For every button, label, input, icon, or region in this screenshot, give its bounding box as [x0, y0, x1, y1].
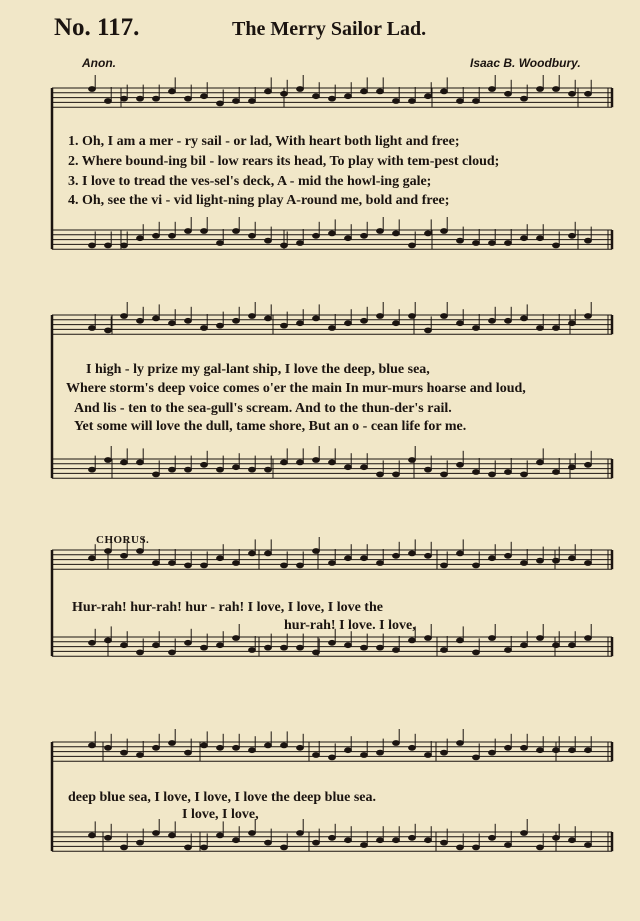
note-head [137, 318, 144, 323]
note-head [537, 636, 544, 641]
note-head [185, 229, 192, 234]
note-head [569, 838, 576, 843]
note-head [489, 556, 496, 561]
note-head [185, 96, 192, 101]
note-head [153, 831, 160, 836]
note-head [281, 460, 288, 465]
note-head [585, 91, 592, 96]
note-head [201, 743, 208, 748]
note-head [361, 233, 368, 238]
note-head [505, 553, 512, 558]
note-head [249, 233, 256, 238]
note-head [377, 314, 384, 319]
note-head [409, 458, 416, 463]
note-head [329, 231, 336, 236]
note-head [233, 229, 240, 234]
note-head [521, 831, 528, 836]
note-head [249, 314, 256, 319]
note-head [361, 843, 368, 848]
note-head [457, 551, 464, 556]
note-head [185, 467, 192, 472]
note-head [457, 99, 464, 104]
note-head [121, 96, 128, 101]
note-head [521, 561, 528, 566]
note-head [217, 556, 224, 561]
note-head [233, 561, 240, 566]
note-head [185, 563, 192, 568]
note-head [457, 638, 464, 643]
note-head [201, 645, 208, 650]
note-head [265, 89, 272, 94]
note-head [537, 748, 544, 753]
note-head [569, 556, 576, 561]
note-head [233, 99, 240, 104]
note-head [329, 326, 336, 331]
note-head [505, 91, 512, 96]
note-head [137, 753, 144, 758]
note-head [441, 648, 448, 653]
note-head [393, 553, 400, 558]
note-head [473, 755, 480, 760]
note-head [281, 243, 288, 248]
note-head [201, 845, 208, 850]
note-head [313, 753, 320, 758]
note-head [121, 643, 128, 648]
note-head [553, 470, 560, 475]
note-head [585, 843, 592, 848]
note-head [537, 326, 544, 331]
note-head [569, 643, 576, 648]
note-head [297, 831, 304, 836]
note-head [569, 465, 576, 470]
note-head [153, 316, 160, 321]
note-head [89, 743, 96, 748]
note-head [393, 231, 400, 236]
note-head [105, 638, 112, 643]
note-head [105, 243, 112, 248]
note-head [473, 650, 480, 655]
note-head [105, 835, 112, 840]
music-credit: Isaac B. Woodbury. [470, 56, 581, 70]
note-head [153, 96, 160, 101]
note-head [137, 236, 144, 241]
note-head [249, 648, 256, 653]
note-head [105, 745, 112, 750]
system-1-verse-1: 1. Oh, I am a mer - ry sail - or lad, With heart both light and free; [68, 134, 460, 149]
note-head [297, 321, 304, 326]
note-head [137, 650, 144, 655]
note-head [105, 99, 112, 104]
note-head [489, 636, 496, 641]
note-head [313, 458, 320, 463]
note-head [553, 558, 560, 563]
note-head [585, 561, 592, 566]
system-1-verse-3: 3. I love to tread the ves-sel's deck, A - mid the howl-ing gale; [68, 174, 432, 189]
note-head [585, 748, 592, 753]
note-head [537, 87, 544, 92]
chorus-label: CHORUS. [96, 534, 150, 546]
note-head [217, 323, 224, 328]
note-head [361, 318, 368, 323]
note-head [521, 316, 528, 321]
note-head [489, 835, 496, 840]
note-head [569, 91, 576, 96]
note-head [217, 833, 224, 838]
note-head [553, 87, 560, 92]
note-head [377, 89, 384, 94]
note-head [537, 460, 544, 465]
note-head [153, 745, 160, 750]
note-head [409, 314, 416, 319]
note-head [425, 636, 432, 641]
note-head [297, 241, 304, 246]
note-head [249, 551, 256, 556]
note-head [185, 750, 192, 755]
note-head [489, 472, 496, 477]
note-head [457, 741, 464, 746]
note-head [89, 87, 96, 92]
note-head [505, 470, 512, 475]
note-head [281, 645, 288, 650]
note-head [553, 643, 560, 648]
words-credit: Anon. [82, 56, 116, 70]
note-head [409, 638, 416, 643]
note-head [89, 326, 96, 331]
note-head [393, 472, 400, 477]
note-head [441, 563, 448, 568]
note-head [169, 233, 176, 238]
note-head [105, 328, 112, 333]
note-head [361, 645, 368, 650]
system-2-verse-4: Yet some will love the dull, tame shore, But an o - cean life for me. [74, 419, 467, 434]
note-head [553, 835, 560, 840]
note-head [537, 236, 544, 241]
note-head [345, 838, 352, 843]
note-head [281, 91, 288, 96]
note-head [377, 472, 384, 477]
note-head [201, 229, 208, 234]
note-head [329, 460, 336, 465]
note-head [265, 551, 272, 556]
note-head [89, 243, 96, 248]
note-head [281, 845, 288, 850]
note-head [121, 460, 128, 465]
note-head [233, 318, 240, 323]
note-head [585, 462, 592, 467]
note-head [313, 840, 320, 845]
note-head [505, 843, 512, 848]
note-head [169, 321, 176, 326]
note-head [473, 241, 480, 246]
note-head [457, 845, 464, 850]
note-head [121, 314, 128, 319]
note-head [409, 99, 416, 104]
note-head [249, 831, 256, 836]
note-head [425, 753, 432, 758]
note-head [201, 94, 208, 99]
note-head [505, 745, 512, 750]
note-head [441, 750, 448, 755]
note-head [169, 467, 176, 472]
note-head [89, 640, 96, 645]
system-2-verse-3: And lis - ten to the sea-gull's scream. And to the thun-der's rail. [74, 401, 452, 416]
note-head [553, 326, 560, 331]
note-head [313, 549, 320, 554]
note-head [345, 94, 352, 99]
system-2-verse-1: I high - ly prize my gal-lant ship, I love the deep, blue sea, [86, 362, 430, 377]
note-head [553, 243, 560, 248]
note-head [505, 318, 512, 323]
note-head [153, 561, 160, 566]
note-head [265, 467, 272, 472]
note-head [473, 845, 480, 850]
note-head [169, 833, 176, 838]
note-head [265, 743, 272, 748]
note-head [169, 650, 176, 655]
note-head [345, 556, 352, 561]
note-head [505, 648, 512, 653]
note-head [409, 243, 416, 248]
note-head [505, 241, 512, 246]
note-head [137, 96, 144, 101]
note-head [409, 745, 416, 750]
note-head [537, 558, 544, 563]
note-head [521, 745, 528, 750]
note-head [297, 87, 304, 92]
note-head [377, 838, 384, 843]
note-head [249, 99, 256, 104]
system-1-verse-4: 4. Oh, see the vi - vid light-ning play A-round me, bold and free; [68, 193, 450, 208]
note-head [121, 243, 128, 248]
note-head [281, 563, 288, 568]
note-head [473, 99, 480, 104]
note-head [217, 745, 224, 750]
note-head [521, 96, 528, 101]
note-head [265, 316, 272, 321]
note-head [377, 750, 384, 755]
system-3-lyric-2: hur-rah! I love. I love, [284, 618, 416, 633]
note-head [473, 326, 480, 331]
note-head [553, 748, 560, 753]
note-head [425, 328, 432, 333]
note-head [361, 465, 368, 470]
note-head [441, 472, 448, 477]
note-head [297, 460, 304, 465]
note-head [89, 833, 96, 838]
note-head [441, 840, 448, 845]
note-head [313, 94, 320, 99]
system-3-lyric-1: Hur-rah! hur-rah! hur - rah! I love, I love, I love the [72, 600, 383, 615]
note-head [217, 467, 224, 472]
note-head [105, 549, 112, 554]
note-head [281, 743, 288, 748]
note-head [537, 845, 544, 850]
note-head [265, 645, 272, 650]
note-head [249, 748, 256, 753]
note-head [153, 472, 160, 477]
system-2-verse-2: Where storm's deep voice comes o'er the main In mur-murs hoarse and loud, [66, 381, 526, 396]
note-head [489, 241, 496, 246]
note-head [361, 753, 368, 758]
note-head [313, 316, 320, 321]
note-head [393, 838, 400, 843]
note-head [393, 99, 400, 104]
note-head [473, 470, 480, 475]
note-head [441, 229, 448, 234]
note-head [153, 233, 160, 238]
note-head [489, 318, 496, 323]
note-head [105, 458, 112, 463]
note-head [201, 326, 208, 331]
note-head [249, 467, 256, 472]
note-head [457, 238, 464, 243]
note-head [329, 96, 336, 101]
note-head [265, 238, 272, 243]
note-head [361, 89, 368, 94]
hymn-number: No. 117. [54, 14, 140, 41]
note-head [361, 556, 368, 561]
note-head [153, 643, 160, 648]
note-head [585, 238, 592, 243]
note-head [521, 643, 528, 648]
note-head [425, 94, 432, 99]
note-head [137, 460, 144, 465]
note-head [521, 236, 528, 241]
system-4-lyric-1: deep blue sea, I love, I love, I love the deep blue sea. [68, 790, 376, 805]
note-head [521, 472, 528, 477]
note-head [457, 462, 464, 467]
note-head [313, 650, 320, 655]
note-head [121, 553, 128, 558]
note-head [585, 636, 592, 641]
note-head [425, 838, 432, 843]
note-head [393, 648, 400, 653]
note-head [121, 845, 128, 850]
note-head [185, 845, 192, 850]
note-head [281, 323, 288, 328]
note-head [169, 89, 176, 94]
note-head [377, 645, 384, 650]
note-head [185, 640, 192, 645]
note-head [425, 231, 432, 236]
note-head [345, 236, 352, 241]
note-head [425, 467, 432, 472]
note-head [201, 563, 208, 568]
note-head [297, 645, 304, 650]
note-head [297, 563, 304, 568]
note-head [233, 745, 240, 750]
note-head [569, 748, 576, 753]
note-head [329, 835, 336, 840]
note-head [137, 840, 144, 845]
note-head [217, 643, 224, 648]
note-head [489, 750, 496, 755]
note-head [233, 465, 240, 470]
system-4-lyric-2: I love, I love, [182, 807, 259, 822]
note-head [585, 314, 592, 319]
note-head [441, 89, 448, 94]
note-head [329, 755, 336, 760]
note-head [169, 741, 176, 746]
note-head [137, 549, 144, 554]
note-head [377, 229, 384, 234]
note-head [233, 838, 240, 843]
note-head [313, 233, 320, 238]
note-head [297, 745, 304, 750]
note-head [569, 233, 576, 238]
note-head [409, 551, 416, 556]
note-head [473, 563, 480, 568]
note-head [329, 640, 336, 645]
note-head [569, 321, 576, 326]
note-head [377, 561, 384, 566]
note-head [425, 553, 432, 558]
note-head [345, 465, 352, 470]
note-head [441, 314, 448, 319]
note-head [329, 561, 336, 566]
note-head [457, 321, 464, 326]
note-head [489, 87, 496, 92]
note-head [185, 318, 192, 323]
note-head [393, 741, 400, 746]
note-head [121, 750, 128, 755]
note-head [345, 643, 352, 648]
hymn-title: The Merry Sailor Lad. [232, 18, 427, 40]
note-head [89, 556, 96, 561]
note-head [233, 636, 240, 641]
note-head [393, 321, 400, 326]
note-head [409, 835, 416, 840]
note-head [345, 748, 352, 753]
note-head [89, 467, 96, 472]
system-1-verse-2: 2. Where bound-ing bil - low rears its head, To play with tem-pest cloud; [68, 154, 500, 169]
note-head [265, 840, 272, 845]
note-head [169, 561, 176, 566]
note-head [217, 241, 224, 246]
note-head [217, 101, 224, 106]
note-head [201, 462, 208, 467]
note-head [345, 321, 352, 326]
